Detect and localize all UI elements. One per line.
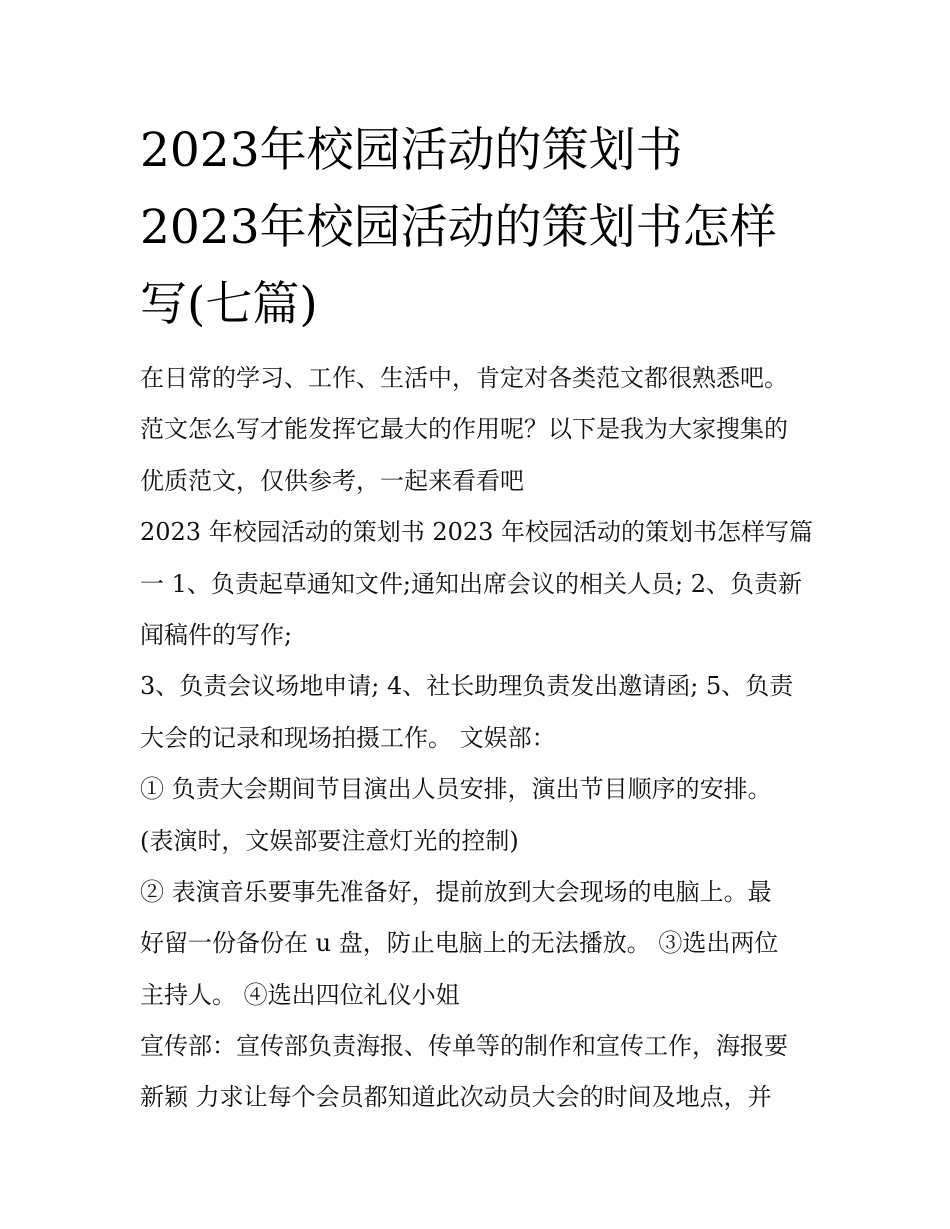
body-line: ② 表演音乐要事先准备好，提前放到大会现场的电脑上。最	[140, 877, 772, 906]
body-line: 2023 年校园活动的策划书 2023 年校园活动的策划书怎样写篇	[140, 518, 814, 547]
body-line: (表演时，文娱部要注意灯光的控制)	[140, 826, 519, 855]
body-line: 主持人。 ④选出四位礼仪小姐	[140, 980, 460, 1009]
document-body	[140, 353, 830, 1124]
body-line: 在日常的学习、工作、生活中，肯定对各类范文都很熟悉吧。	[140, 364, 788, 392]
body-line: 范文怎么写才能发挥它最大的作用呢？以下是我为大家搜集的	[140, 415, 788, 444]
body-line: 一 1、负责起草通知文件;通知出席会议的相关人员; 2、负责新	[140, 569, 802, 598]
body-line: 优质范文，仅供参考，一起来看看吧	[140, 466, 524, 495]
body-line: ① 负责大会期间节目演出人员安排，演出节目顺序的安排。	[140, 775, 772, 804]
title-line-2: 2023年校园活动的策划书怎样	[140, 200, 777, 255]
title-line-1: 2023年校园活动的策划书	[140, 123, 683, 178]
body-line: 新颖 力求让每个会员都知道此次动员大会的时间及地点，并	[140, 1083, 772, 1112]
body-line: 大会的记录和现场拍摄工作。 文娱部：	[140, 723, 556, 752]
body-line: 好留一份备份在 u 盘，防止电脑上的无法播放。 ③选出两位	[140, 929, 779, 958]
body-line: 宣传部：宣传部负责海报、传单等的制作和宣传工作，海报要	[140, 1032, 788, 1061]
title-line-3: 写(七篇)	[140, 277, 318, 332]
document-title	[140, 112, 840, 343]
body-line: 闻稿件的写作;	[140, 620, 293, 649]
body-line: 3、负责会议场地申请; 4、社长助理负责发出邀请函; 5、负责	[140, 672, 794, 701]
